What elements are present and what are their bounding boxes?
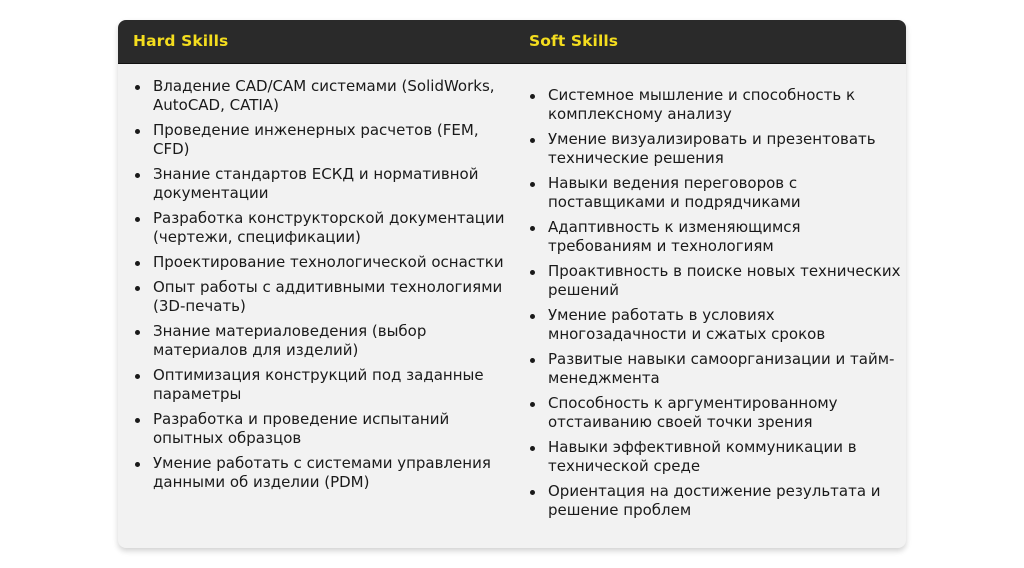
list-item: Способность к аргументированному отстаиванию своей точки зрения [513,394,906,432]
list-item: Оптимизация конструкций под заданные параметры [118,366,513,404]
list-item: Проведение инженерных расчетов (FEM, CFD) [118,121,513,159]
list-item: Умение визуализировать и презентовать технические решения [513,130,906,168]
list-item: Знание стандартов ЕСКД и нормативной документации [118,165,513,203]
list-item: Развитые навыки самоорганизации и тайм-менеджмента [513,350,906,388]
list-item: Умение работать с системами управления данными об изделии (PDM) [118,454,513,492]
soft-skills-list [513,86,906,526]
list-item: Навыки ведения переговоров с поставщиками и подрядчиками [513,174,906,212]
list-item: Адаптивность к изменяющимся требованиям и технологиям [513,218,906,256]
list-item: Умение работать в условиях многозадачности и сжатых сроков [513,306,906,344]
list-item: Знание материаловедения (выбор материалов для изделий) [118,322,513,360]
list-item: Проактивность в поиске новых технических решений [513,262,906,300]
table-header [118,20,906,64]
list-item: Разработка и проведение испытаний опытных образцов [118,410,513,448]
list-item: Разработка конструкторской документации (чертежи, спецификации) [118,209,513,247]
list-item: Навыки эффективной коммуникации в технической среде [513,438,906,476]
soft-skills-heading: Soft Skills [529,32,619,50]
list-item: Опыт работы с аддитивными технологиями (3D-печать) [118,278,513,316]
list-item: Проектирование технологической оснастки [118,253,513,272]
list-item: Системное мышление и способность к комплексному анализу [513,86,906,124]
hard-skills-list [118,77,513,498]
list-item: Владение CAD/CAM системами (SolidWorks, AutoCAD, CATIA) [118,77,513,115]
list-item: Ориентация на достижение результата и решение проблем [513,482,906,520]
hard-skills-heading: Hard Skills [133,32,229,50]
skills-table [118,20,906,548]
